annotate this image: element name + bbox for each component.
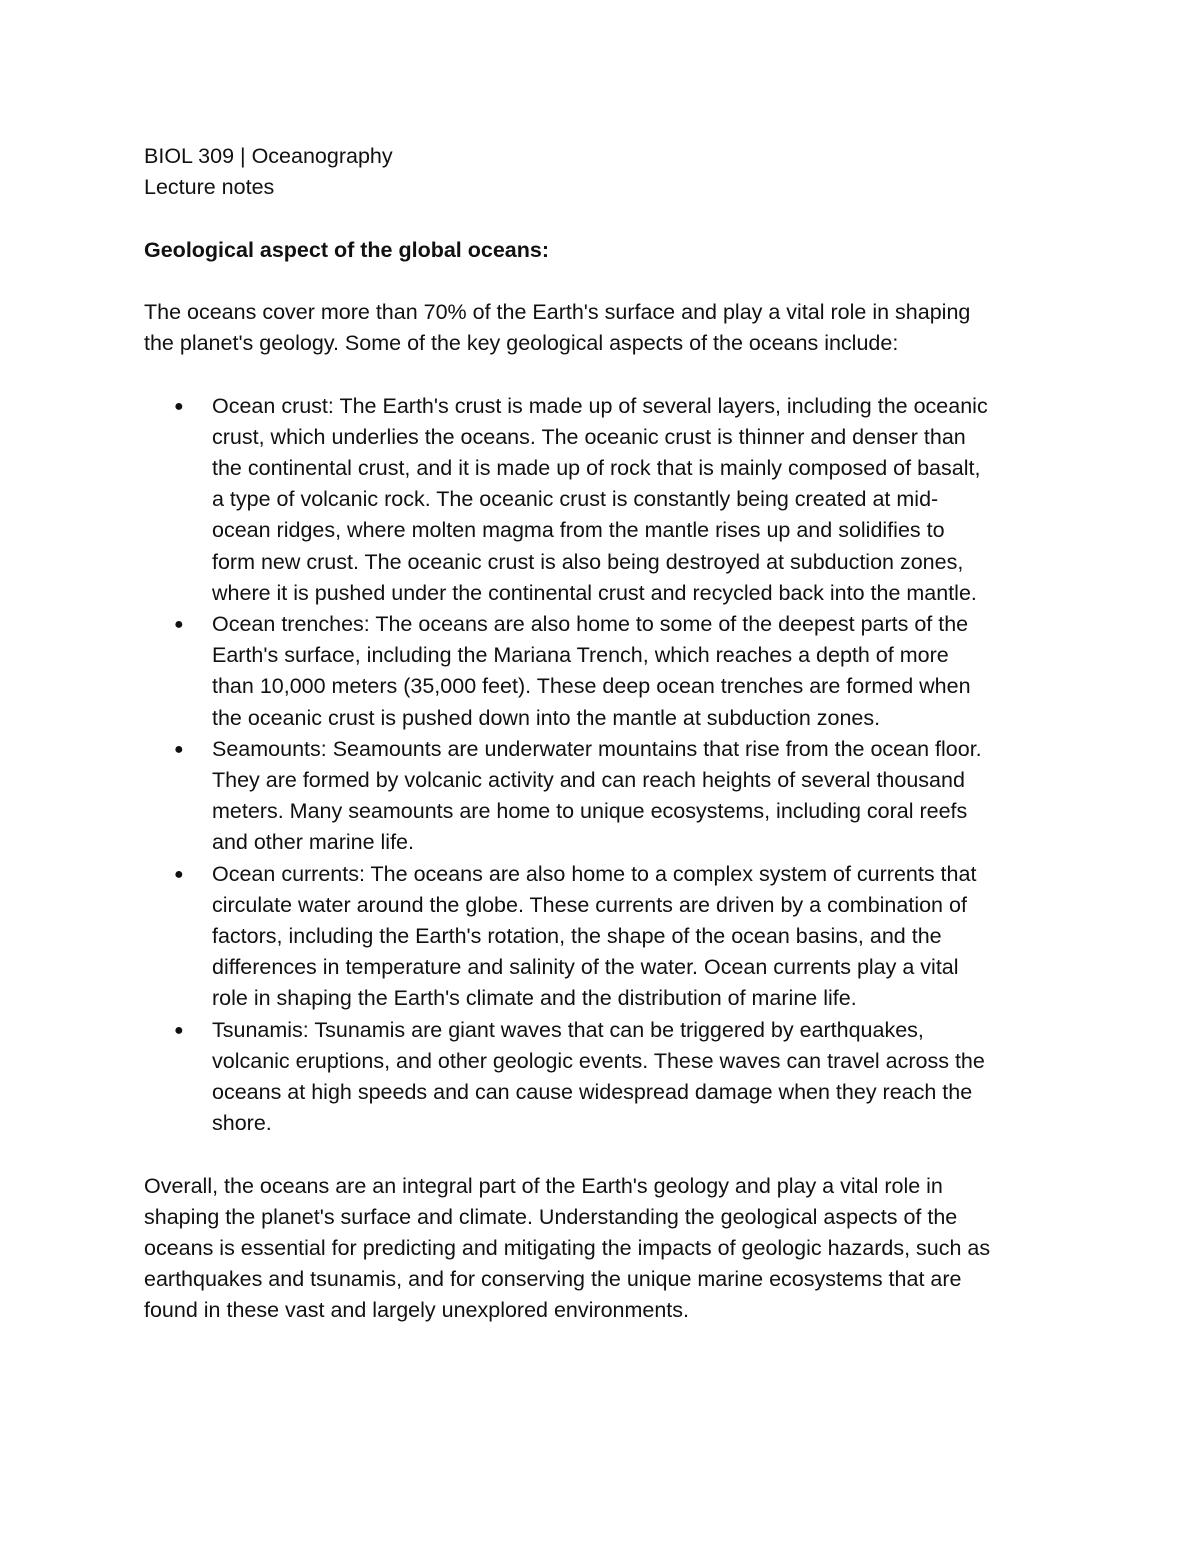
bullet-line: They are formed by volcanic activity and can reach heights of several thousand — [212, 768, 965, 793]
paragraph-line: the planet's geology. Some of the key geological aspects of the oceans include: — [144, 331, 899, 356]
bullet-icon: ● — [174, 1021, 184, 1039]
bullet-line: Tsunamis: Tsunamis are giant waves that can be triggered by earthquakes, — [212, 1017, 924, 1042]
spacer — [144, 203, 1064, 234]
bullet-icon: ● — [174, 740, 184, 758]
spacer — [144, 266, 1064, 297]
bullet-line: the oceanic crust is pushed down into the mantle at subduction zones. — [212, 705, 881, 730]
bullet-icon: ● — [174, 865, 184, 883]
bullet-item-ocean-currents — [144, 859, 1064, 1015]
bullet-line: shore. — [212, 1111, 272, 1136]
bullet-icon: ● — [174, 616, 184, 633]
bullet-line: form new crust. The oceanic crust is also being destroyed at subduction zones, — [212, 549, 964, 574]
bullet-item-seamounts — [144, 734, 1064, 859]
bullet-line: circulate water around the globe. These currents are driven by a combination of — [212, 892, 967, 917]
paragraph-line: shaping the planet's surface and climate. Understanding the geological aspects of the — [144, 1204, 958, 1229]
bullet-line: where it is pushed under the continental crust and recycled back into the mantle. — [212, 580, 977, 605]
conclusion-paragraph — [144, 1171, 1064, 1327]
bullet-line: Seamounts: Seamounts are underwater mountains that rise from the ocean floor. — [212, 736, 982, 761]
bullet-line: ocean ridges, where molten magma from the mantle rises up and solidifies to — [212, 518, 945, 543]
bullet-icon: ● — [174, 397, 184, 415]
bullet-line: Ocean trenches: The oceans are also home to some of the deepest parts of the — [212, 612, 969, 636]
bullet-line: crust, which underlies the oceans. The oceanic crust is thinner and denser than — [212, 424, 966, 449]
spacer — [144, 359, 1064, 390]
bullet-line: Ocean currents: The oceans are also home to a complex system of currents that — [212, 861, 977, 886]
bullet-line: than 10,000 meters (35,000 feet). These deep ocean trenches are formed when — [212, 674, 971, 699]
bullet-line: factors, including the Earth's rotation, the shape of the ocean basins, and the — [212, 924, 942, 949]
bullet-line: the continental crust, and it is made up of rock that is mainly composed of basalt, — [212, 455, 981, 480]
paragraph-line: found in these vast and largely unexplored environments. — [144, 1298, 690, 1323]
bullet-line: a type of volcanic rock. The oceanic crust is constantly being created at mid- — [212, 487, 939, 512]
bullet-line: Ocean crust: The Earth's crust is made up of several layers, including the oceanic — [212, 393, 988, 418]
bullet-item-ocean-crust — [144, 391, 1064, 609]
paragraph-line: earthquakes and tsunamis, and for conserving the unique marine ecosystems that are — [144, 1267, 962, 1292]
spacer — [144, 1139, 1064, 1170]
course-title: BIOL 309 | Oceanography — [144, 144, 393, 168]
bullet-line: differences in temperature and salinity of the water. Ocean currents play a vital — [212, 955, 959, 980]
document-page — [144, 141, 1064, 1327]
bullet-list — [144, 391, 1064, 1140]
bullet-line: meters. Many seamounts are home to unique ecosystems, including coral reefs — [212, 799, 968, 824]
paragraph-line: oceans is essential for predicting and mitigating the impacts of geologic hazards, such as — [144, 1236, 991, 1261]
bullet-line: volcanic eruptions, and other geologic events. These waves can travel across the — [212, 1048, 985, 1073]
bullet-line: oceans at high speeds and can cause widespread damage when they reach the — [212, 1080, 973, 1105]
bullet-line: and other marine life. — [212, 830, 414, 855]
intro-paragraph — [144, 297, 1064, 359]
section-heading: Geological aspect of the global oceans: — [144, 237, 550, 262]
paragraph-line: Overall, the oceans are an integral part of the Earth's geology and play a vital role in — [144, 1173, 943, 1198]
bullet-line: role in shaping the Earth's climate and the distribution of marine life. — [212, 986, 857, 1011]
bullet-item-ocean-trenches — [144, 609, 1064, 734]
lecture-subtitle: Lecture notes — [144, 175, 275, 200]
bullet-item-tsunamis — [144, 1015, 1064, 1140]
paragraph-line: The oceans cover more than 70% of the Earth's surface and play a vital role in shaping — [144, 299, 971, 324]
bullet-line: Earth's surface, including the Mariana Trench, which reaches a depth of more — [212, 643, 949, 668]
